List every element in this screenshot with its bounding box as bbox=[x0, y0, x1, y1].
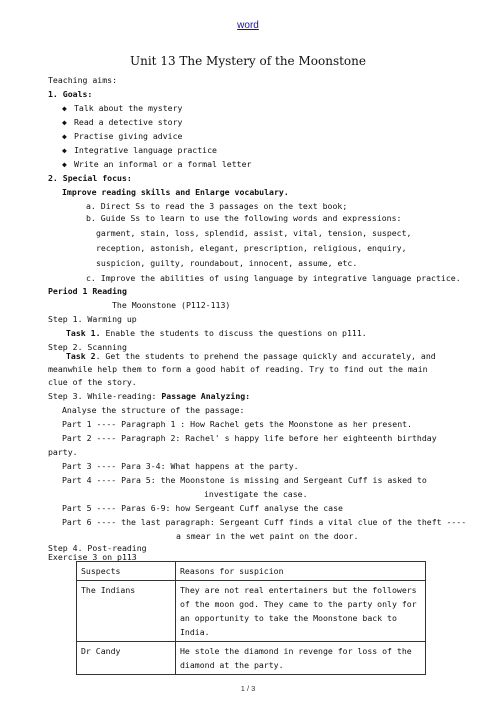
diamond-bullet-icon: ◆ bbox=[62, 160, 67, 169]
part-4: Part 4 ---- Para 5: the Moonstone is missing and Sergeant Cuff is asked to bbox=[62, 475, 427, 485]
part-6: Part 6 ---- the last paragraph: Sergeant Cuff finds a vital clue of the theft ---- bbox=[62, 517, 467, 527]
part-3: Part 3 ---- Para 3-4: What happens at the party. bbox=[62, 461, 299, 471]
list-item: ◆ Write an informal or a formal letter bbox=[62, 159, 252, 169]
part-1: Part 1 ---- Paragraph 1 : How Rachel gets the Moonstone as her present. bbox=[62, 419, 412, 429]
diamond-bullet-icon: ◆ bbox=[62, 132, 67, 141]
task-1: Task 1. Enable the students to discuss the questions on p111. bbox=[66, 328, 367, 338]
table-row bbox=[77, 642, 426, 675]
step-3: Step 3. While-reading: Passage Analyzing: bbox=[48, 391, 251, 401]
item-b: b. Guide Ss to learn to use the following words and expressions: garment, stain, loss, splendid, assist, vital, tension, suspect, reception, astonish, elegant, prescription, religious, enquiry, suspicion, guilty, roundabout, innocent, assume, etc. bbox=[86, 213, 412, 268]
part-2-continued: party. bbox=[48, 447, 78, 457]
step-4: Step 4. Post-reading bbox=[48, 543, 147, 553]
word-link[interactable]: word bbox=[237, 20, 259, 31]
page-number: 1 / 3 bbox=[240, 684, 256, 693]
table-cell: Dr Candy bbox=[77, 642, 176, 675]
goals-heading: 1. Goals: bbox=[48, 89, 93, 99]
table-row bbox=[77, 581, 426, 642]
table-header-cell: Suspects bbox=[77, 562, 176, 581]
item-c: c. Improve the abilities of using language by integrative language practice. bbox=[86, 273, 461, 283]
analyse-label: Analyse the structure of the passage: bbox=[62, 405, 245, 415]
special-focus-heading: 2. Special focus: bbox=[48, 173, 132, 183]
table-header-row bbox=[77, 562, 426, 581]
item-a: a. Direct Ss to read the 3 passages on the text book; bbox=[86, 201, 348, 211]
page-title: Unit 13 The Mystery of the Moonstone bbox=[130, 54, 366, 68]
part-4-continued: investigate the case. bbox=[204, 489, 308, 499]
exercise-label: Exercise 3 on p113 bbox=[48, 552, 137, 562]
part-5: Part 5 ---- Paras 6-9: how Sergeant Cuff analyse the case bbox=[62, 503, 343, 513]
special-focus-subheading: Improve reading skills and Enlarge vocabulary. bbox=[62, 187, 289, 197]
part-6-continued: a smear in the wet paint on the door. bbox=[176, 531, 359, 541]
diamond-bullet-icon: ◆ bbox=[62, 118, 67, 127]
step-2: Step 2. Scanning bbox=[48, 342, 127, 352]
table-cell: They are not real entertainers but the followers of the moon god. They came to the party only for an opportunity to take the Moonstone back to India. bbox=[176, 581, 426, 642]
diamond-bullet-icon: ◆ bbox=[62, 104, 67, 113]
suspects-table bbox=[76, 561, 426, 675]
step-1: Step 1. Warming up bbox=[48, 314, 137, 324]
list-item: ◆ Read a detective story bbox=[62, 117, 183, 127]
diamond-bullet-icon: ◆ bbox=[62, 146, 67, 155]
list-item: ◆ Integrative language practice bbox=[62, 145, 217, 155]
part-2: Part 2 ---- Paragraph 2: Rachel' s happy life before her eighteenth birthday bbox=[62, 433, 437, 443]
table-cell: He stole the diamond in revenge for loss of the diamond at the party. bbox=[176, 642, 426, 675]
moonstone-reference: The Moonstone (P112-113) bbox=[112, 300, 231, 310]
list-item: ◆ Practise giving advice bbox=[62, 131, 183, 141]
task-2: Task 2. Get the students to prehend the passage quickly and accurately, and meanwhile help them to form a good habit of reading. Try to find out the main clue of the story. bbox=[48, 351, 436, 387]
teaching-aims-label: Teaching aims: bbox=[48, 75, 118, 85]
list-item: ◆ Talk about the mystery bbox=[62, 103, 183, 113]
table-cell: The Indians bbox=[77, 581, 176, 642]
period-heading: Period 1 Reading bbox=[48, 286, 127, 296]
table-header-cell: Reasons for suspicion bbox=[176, 562, 426, 581]
